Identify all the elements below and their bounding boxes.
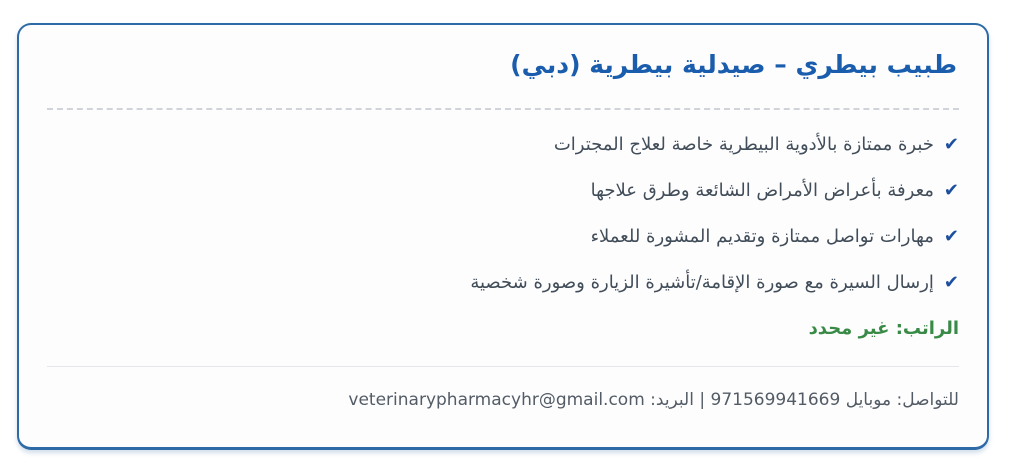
requirement-item xyxy=(47,180,959,202)
requirement-item xyxy=(47,226,959,248)
dashed-divider xyxy=(47,108,959,110)
checkmark-icon: ✔ xyxy=(943,180,959,201)
job-posting-card xyxy=(17,23,989,450)
checkmark-icon: ✔ xyxy=(943,272,959,293)
requirement-item xyxy=(47,272,959,294)
requirement-text: خبرة ممتازة بالأدوية البيطرية خاصة لعلاج المجترات xyxy=(553,134,934,155)
checkmark-icon: ✔ xyxy=(943,134,959,155)
requirement-text: مهارات تواصل ممتازة وتقديم المشورة للعملاء xyxy=(590,226,934,247)
checkmark-icon: ✔ xyxy=(943,226,959,247)
contact-line: للتواصل: موبايل 971569941669 | البريد: veterinarypharmacyhr@gmail.com xyxy=(348,390,959,410)
requirement-text: إرسال السيرة مع صورة الإقامة/تأشيرة الزيارة وصورة شخصية xyxy=(470,272,934,293)
requirement-text: معرفة بأعراض الأمراض الشائعة وطرق علاجها xyxy=(590,180,934,201)
salary-line: الراتب: غير محدد xyxy=(808,318,959,339)
requirements-list xyxy=(47,134,959,294)
requirement-item xyxy=(47,134,959,156)
solid-divider xyxy=(47,366,959,367)
job-title: طبيب بيطري – صيدلية بيطرية (دبي) xyxy=(510,50,957,79)
